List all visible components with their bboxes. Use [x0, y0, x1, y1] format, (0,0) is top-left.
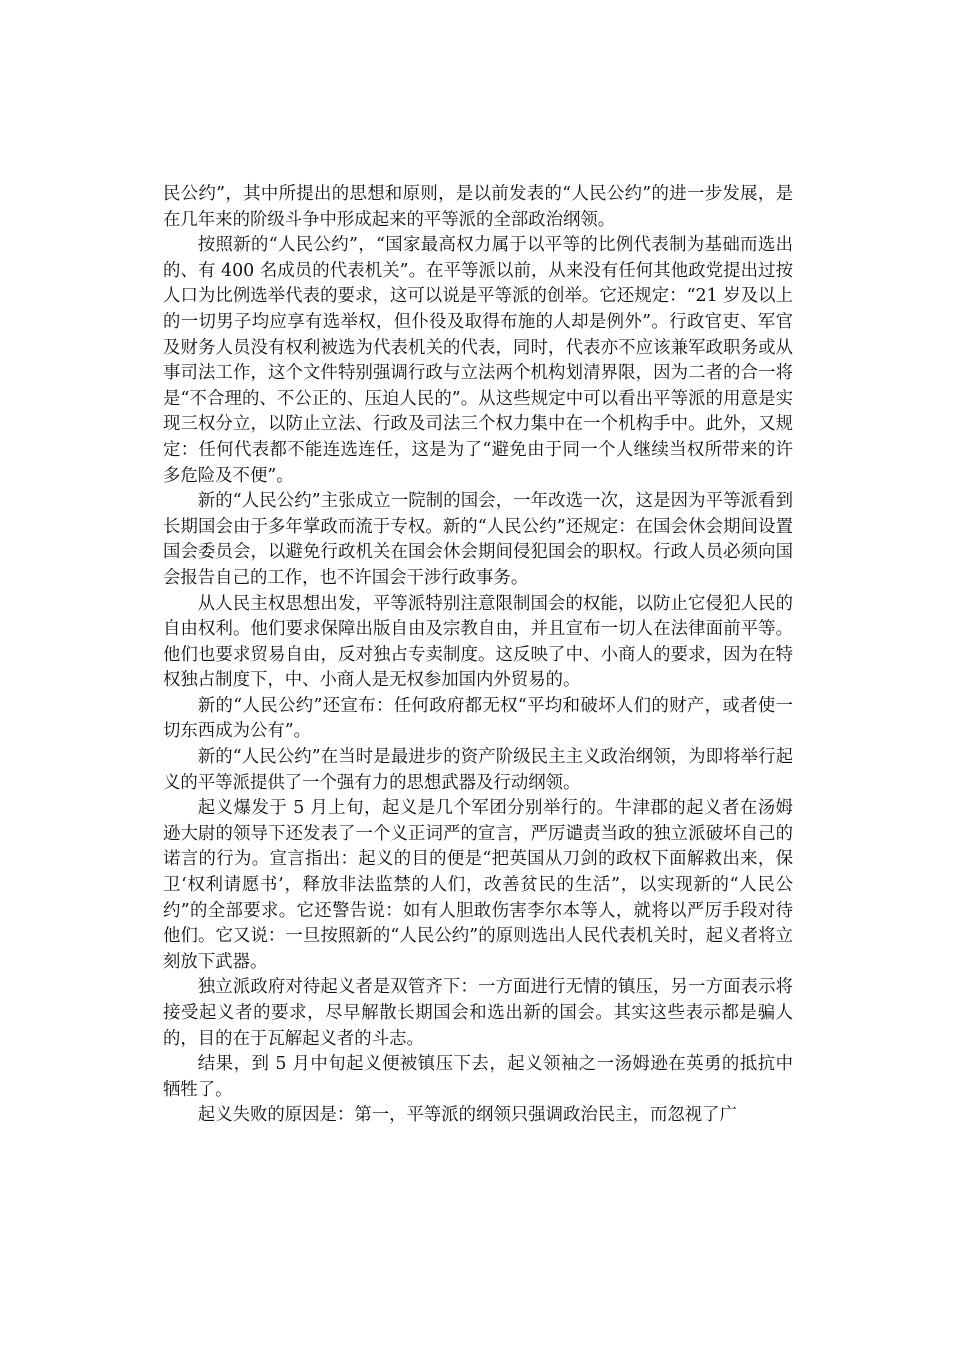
paragraph-5: 新的“人民公约”还宣布：任何政府都无权“平均和破坏人们的财产，或者使一切东西成为公有”。	[163, 695, 793, 742]
paragraph-2: 按照新的“人民公约”，“国家最高权力属于以平等的比例代表制为基础而选出的、有 400 名成员的代表机关”。在平等派以前，从来没有任何其他政党提出过按人口为比例选举代表的要求，这可以说是平等派的创举。它还规定：“21 岁及以上的一切男子均应享有选举权，但仆役及取得布施的人却是例外”。行政官吏、军官及财务人员没有权利被选为代表机关的代表，同时，代表亦不应该兼军政职务或从事司法工作，这个文件特别强调行政与立法两个机构划清界限，因为二者的合一将是“不合理的、不公正的、压迫人民的”。从这些规定中可以看出平等派的用意是实现三权分立，以防止立法、行政及司法三个权力集中在一个机构手中。此外，又规定：任何代表都不能连选连任，这是为了“避免由于同一个人继续当权所带来的许多危险及不便”。	[163, 235, 793, 486]
paragraph-3: 新的“人民公约”主张成立一院制的国会，一年改选一次，这是因为平等派看到长期国会由于多年掌政而流于专权。新的“人民公约”还规定：在国会休会期间设置国会委员会，以避免行政机关在国会休会期间侵犯国会的职权。行政人员必须向国会报告自己的工作，也不许国会干涉行政事务。	[163, 491, 793, 588]
paragraph-9: 结果，到 5 月中旬起义便被镇压下去，起义领袖之一汤姆逊在英勇的抵抗中牺牲了。	[163, 1054, 793, 1100]
paragraph-4: 从人民主权思想出发，平等派特别注意限制国会的权能，以防止它侵犯人民的自由权利。他们要求保障出版自由及宗教自由，并且宣布一切人在法律面前平等。他们也要求贸易自由，反对独占专卖制度。这反映了中、小商人的要求，因为在特权独占制度下，中、小商人是无权参加国内外贸易的。	[163, 593, 793, 691]
paragraph-8: 独立派政府对待起义者是双管齐下：一方面进行无情的镇压，另一方面表示将接受起义者的要求，尽早解散长期国会和选出新的国会。其实这些表示都是骗人的，目的在于瓦解起义者的斗志。	[163, 977, 793, 1049]
document-page	[163, 182, 793, 1129]
paragraph-1: 民公约”，其中所提出的思想和原则，是以前发表的“人民公约”的进一步发展，是在几年来的阶级斗争中形成起来的平等派的全部政治纲领。	[163, 184, 793, 230]
paragraph-10: 起义失败的原因是：第一，平等派的纲领只强调政治民主，而忽视了广	[197, 1105, 737, 1126]
paragraph-7: 起义爆发于 5 月上旬，起义是几个军团分别举行的。牛津郡的起义者在汤姆逊大尉的领导下还发表了一个义正词严的宣言，严厉谴责当政的独立派破坏自己的诺言的行为。宣言指出：起义的目的便是“把英国从刀剑的政权下面解救出来，保卫‘权利请愿书’，释放非法监禁的人们，改善贫民的生活”，以实现新的“人民公约”的全部要求。它还警告说：如有人胆敢伤害李尔本等人，就将以严厉手段对待他们。它又说：一旦按照新的“人民公约”的原则选出人民代表机关时，起义者将立刻放下武器。	[163, 798, 793, 972]
paragraph-6: 新的“人民公约”在当时是最进步的资产阶级民主主义政治纲领，为即将举行起义的平等派提供了一个强有力的思想武器及行动纲领。	[163, 747, 793, 793]
